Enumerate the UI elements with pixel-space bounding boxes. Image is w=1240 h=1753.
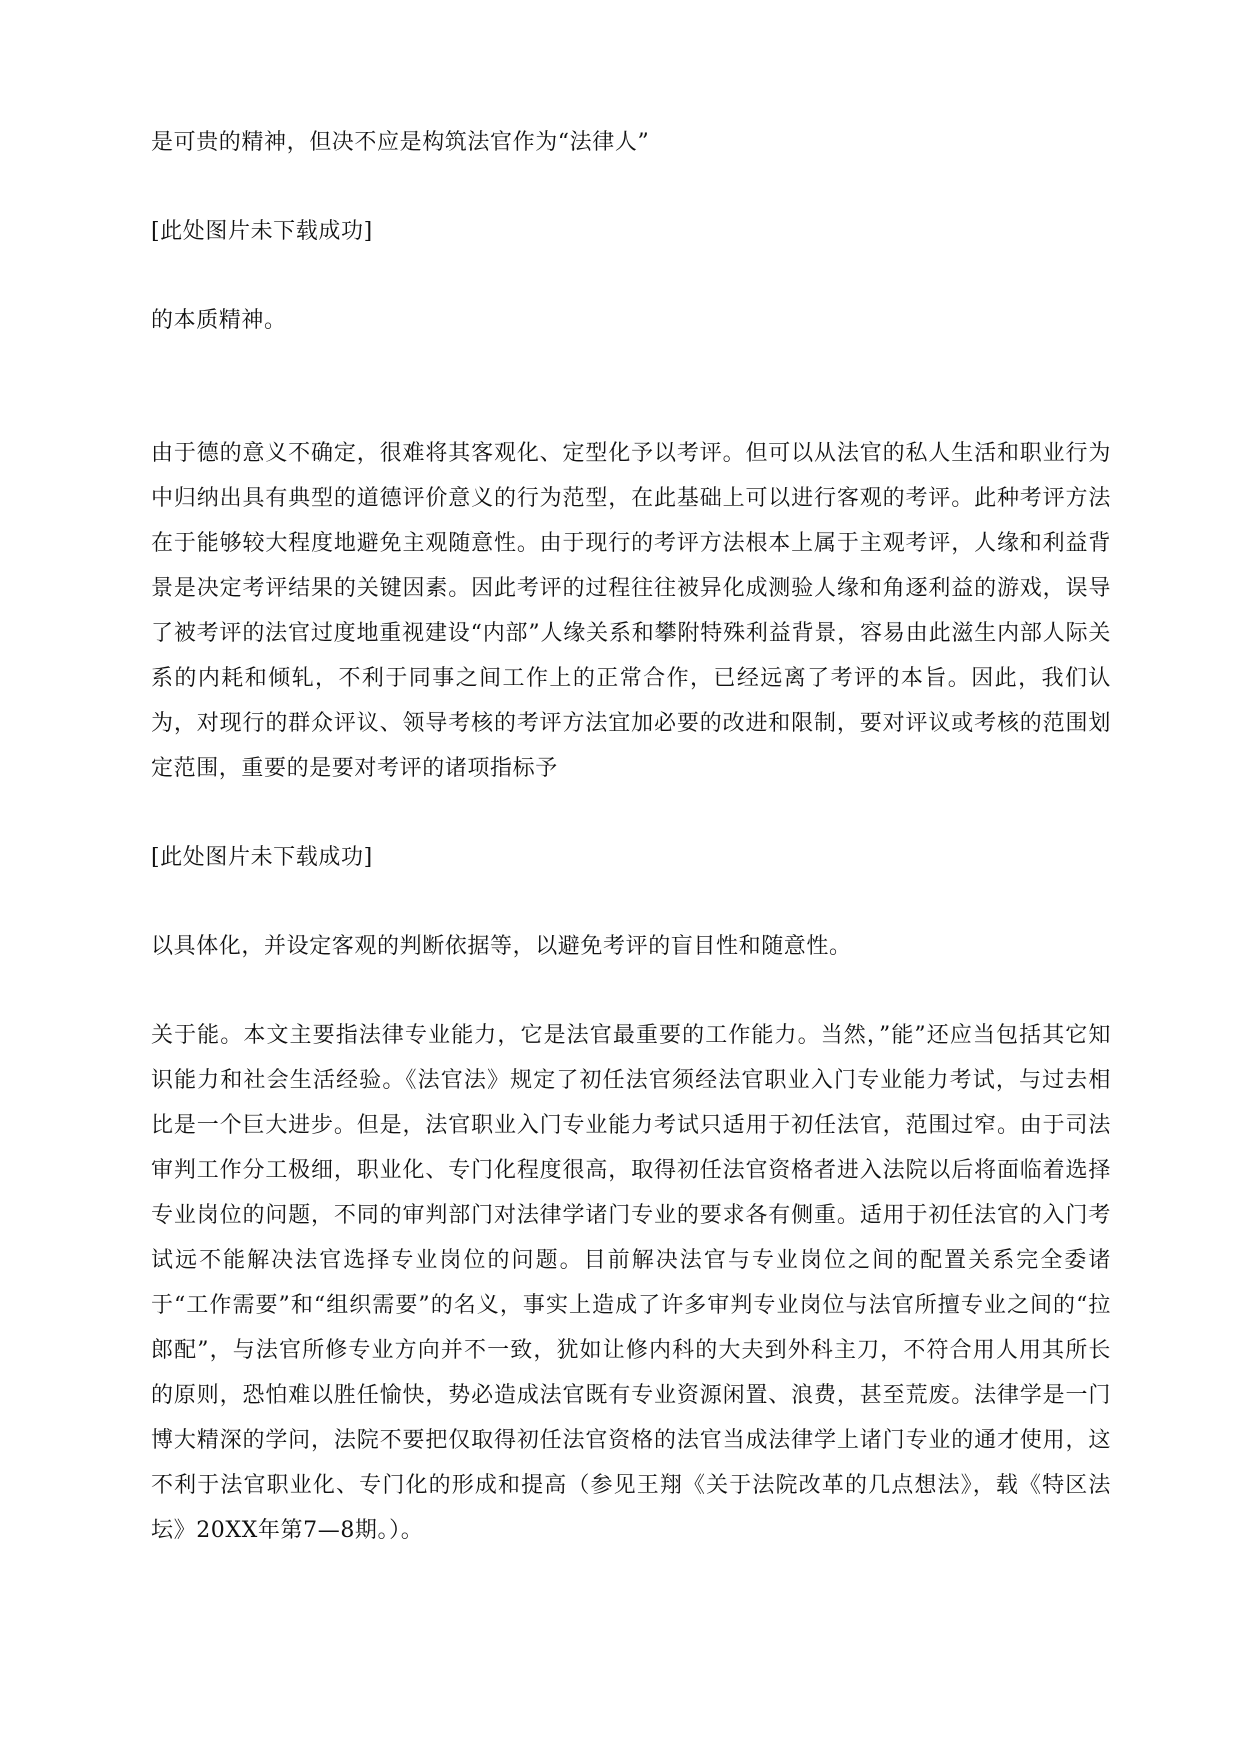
paragraph-spacer <box>151 165 1111 209</box>
paragraph-concretization: 以具体化，并设定客观的判断依据等，以避免考评的盲目性和随意性。 <box>151 934 852 959</box>
paragraph-spacer <box>151 254 1111 298</box>
image-missing-placeholder: [此处图片未下载成功] <box>151 219 373 244</box>
paragraph-short: 的本质精神。 <box>151 308 287 333</box>
paragraph-spacer <box>151 343 1111 387</box>
paragraph-continuation: 是可贵的精神，但决不应是构筑法官作为“法律人” <box>151 130 650 155</box>
image-missing-placeholder: [此处图片未下载成功] <box>151 845 373 870</box>
paragraph-morality-evaluation: 由于德的意义不确定，很难将其客观化、定型化予以考评。但可以从法官的私人生活和职业行为中归纳出具有典型的道德评价意义的行为范型，在此基础上可以进行客观的考评。此种考评方法在于能够较大程度地避免主观随意性。由于现行的考评方法根本上属于主观考评，人缘和利益背景是决定考评结果的关键因素。因此考评的过程往往被异化成测验人缘和角逐利益的游戏，误导了被考评的法官过度地重视建设“内部”人缘关系和攀附特殊利益背景，容易由此滋生内部人际关系的内耗和倾轧，不利于同事之间工作上的正常合作，已经远离了考评的本旨。因此，我们认为，对现行的群众评议、领导考核的考评方法宜加必要的改进和限制，要对评议或考核的范围划定范围，重要的是要对考评的诸项指标予 <box>151 441 1111 781</box>
paragraph-spacer <box>151 880 1111 924</box>
document-body <box>151 120 1111 1553</box>
paragraph-spacer <box>151 969 1111 1013</box>
paragraph-spacer <box>151 791 1111 835</box>
paragraph-ability: 关于能。本文主要指法律专业能力，它是法官最重要的工作能力。当然，”能”还应当包括其它知识能力和社会生活经验。《法官法》规定了初任法官须经法官职业入门专业能力考试，与过去相比是一个巨大进步。但是，法官职业入门专业能力考试只适用于初任法官，范围过窄。由于司法审判工作分工极细，职业化、专门化程度很高，取得初任法官资格者进入法院以后将面临着选择专业岗位的问题，不同的审判部门对法律学诸门专业的要求各有侧重。适用于初任法官的入门考试远不能解决法官选择专业岗位的问题。目前解决法官与专业岗位之间的配置关系完全委诸于“工作需要”和“组织需要”的名义，事实上造成了许多审判专业岗位与法官所擅专业之间的“拉郎配”，与法官所修专业方向并不一致，犹如让修内科的大夫到外科主刀，不符合用人用其所长的原则，恐怕难以胜任愉快，势必造成法官既有专业资源闲置、浪费，甚至荒废。法律学是一门博大精深的学问，法院不要把仅取得初任法官资格的法官当成法律学上诸门专业的通才使用，这不利于法官职业化、专门化的形成和提高（参见王翔《关于法院改革的几点想法》，载《特区法坛》20XX年第7—8期。）。 <box>151 1023 1111 1543</box>
paragraph-spacer <box>151 387 1111 431</box>
